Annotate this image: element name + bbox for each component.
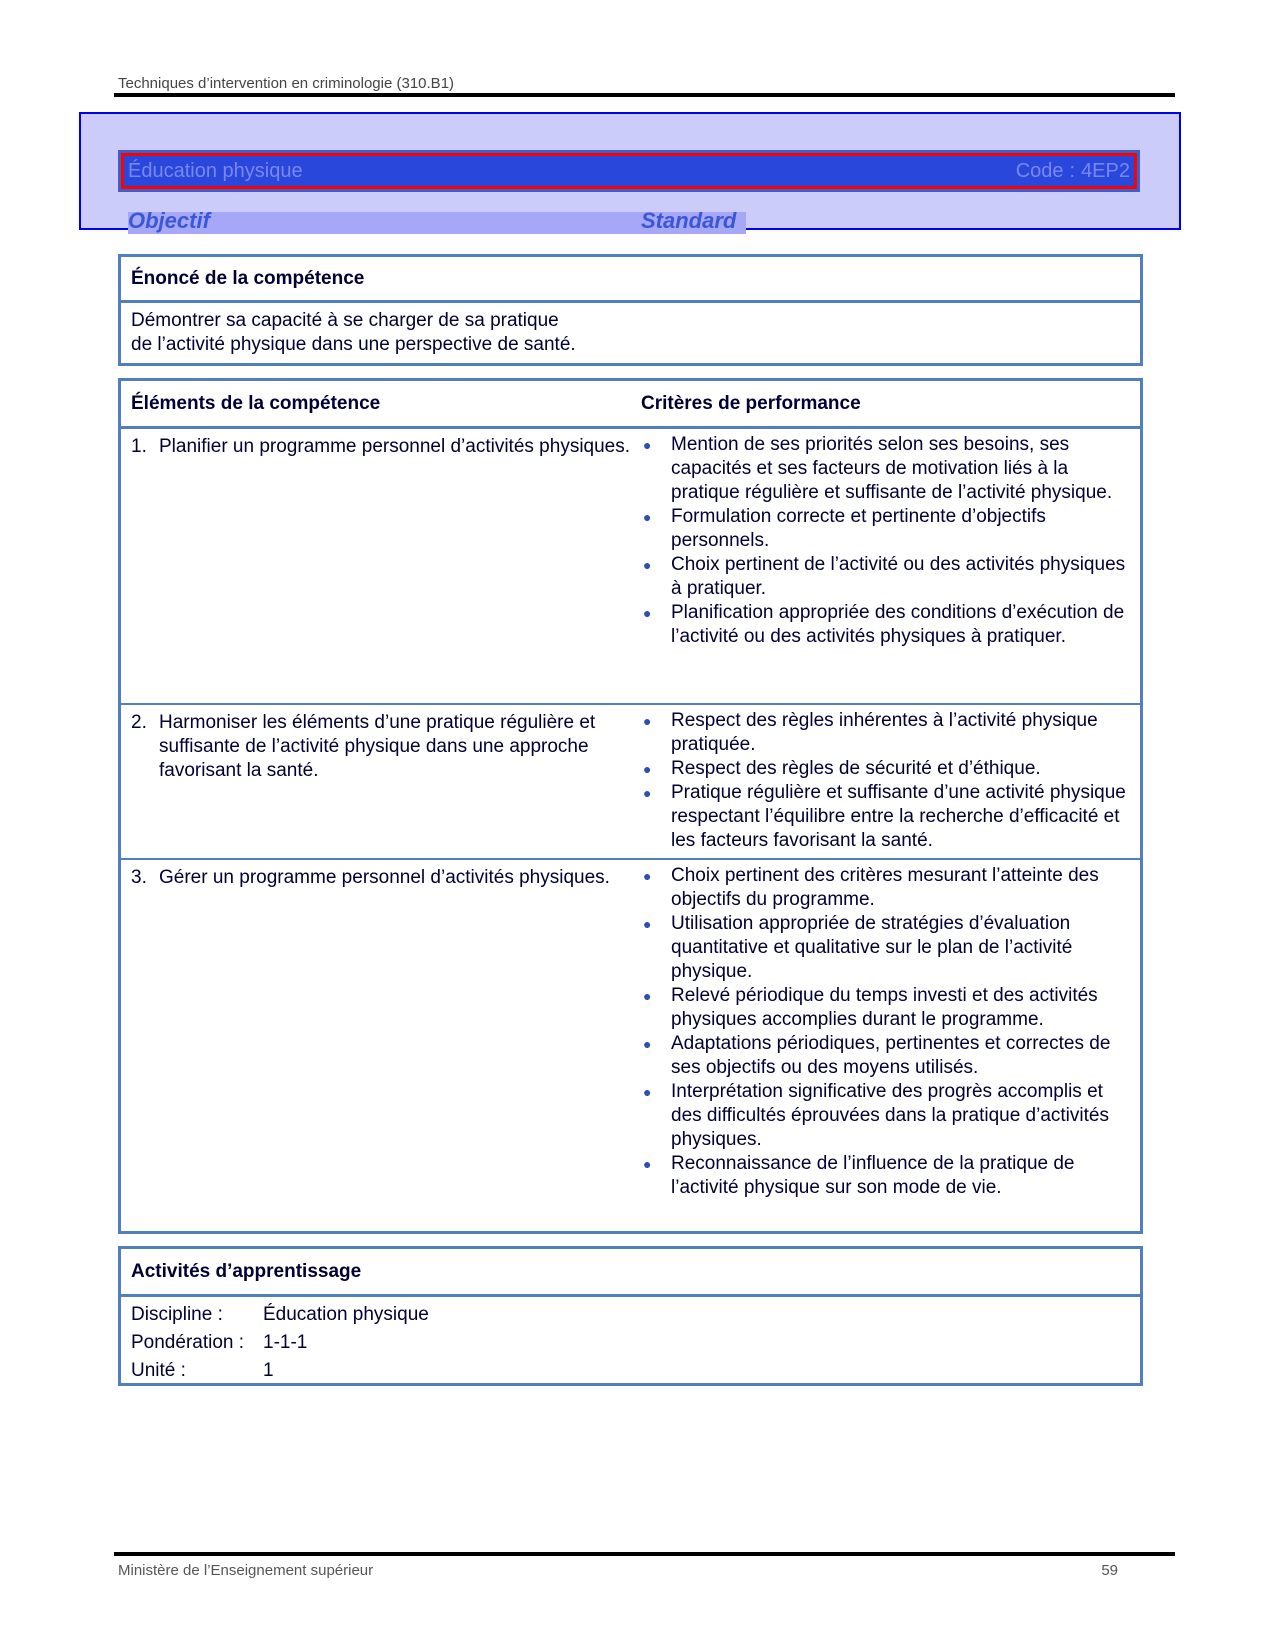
criterion-item: ● Relevé périodique du temps investi et des activités physiques accomplies durant le programme. (643, 985, 1098, 1030)
criterion-item: ● Formulation correcte et pertinente d’objectifs personnels. (643, 506, 1046, 551)
header-rule (114, 93, 1175, 97)
bullet-icon: ● (643, 988, 652, 1004)
bullet-icon: ● (643, 868, 652, 884)
discipline-value: Éducation physique (263, 1304, 429, 1325)
element-number: 3. (131, 867, 147, 888)
criterion-item: ● Planification appropriée des conditions d’exécution de l’activité ou des activités physiques à pratiquer. (643, 602, 1125, 647)
bullet-icon: ● (643, 557, 652, 573)
footer-rule (114, 1552, 1175, 1556)
code-label: Code (1015, 159, 1064, 182)
element-row (121, 860, 1140, 1232)
criterion-item: ● Pratique régulière et suffisante d’une activité physique respectant l’équilibre entre la recherche d’efficacité et les facteurs favorisant la santé. (643, 782, 1126, 851)
unite-row (131, 1357, 1130, 1385)
enonce-section (118, 254, 1143, 366)
discipline-row (131, 1301, 1130, 1329)
element-text: Gérer un programme personnel d’activités physiques. (159, 867, 610, 888)
bullet-icon: ● (643, 437, 652, 453)
element-number: 2. (131, 712, 147, 733)
criterion-item: ● Reconnaissance de l’influence de la pratique de l’activité physique sur son mode de vie. (643, 1153, 1075, 1198)
bullet-icon: ● (643, 785, 652, 801)
elements-heading: Éléments de la compétence (131, 392, 381, 414)
criterion-item: ● Respect des règles inhérentes à l’activité physique pratiquée. (643, 710, 1098, 755)
bullet-icon: ● (643, 1084, 652, 1100)
criterion-item: ● Choix pertinent de l’activité ou des activités physiques à pratiquer. (643, 554, 1126, 599)
enonce-line: Démontrer sa capacité à se charger de sa pratique (131, 310, 559, 331)
unite-value: 1 (263, 1360, 274, 1381)
bullet-icon: ● (643, 761, 652, 777)
ponderation-label: Pondération : (131, 1332, 245, 1353)
unite-label: Unité : (131, 1360, 186, 1381)
enonce-heading: Énoncé de la compétence (121, 257, 1140, 303)
objectif-label: Objectif (128, 208, 210, 233)
criterion-item: ● Choix pertinent des critères mesurant l’atteinte des objectifs du programme. (643, 865, 1099, 910)
criteria-list (641, 860, 1140, 1232)
element-number: 1. (131, 436, 147, 457)
elements-section (118, 378, 1143, 1234)
code-separator: : (1069, 159, 1076, 182)
activites-section (118, 1246, 1143, 1386)
bullet-icon: ● (643, 1156, 652, 1172)
enonce-line: de l’activité physique dans une perspective de santé. (131, 334, 576, 355)
page-header-title: Techniques d’intervention en criminologie (310.B1) (118, 75, 455, 92)
criterion-item: ● Respect des règles de sécurité et d’éthique. (643, 758, 1041, 779)
bullet-icon: ● (643, 713, 652, 729)
competency-title-bar (118, 150, 1140, 192)
competency-title: Éducation physique (128, 159, 303, 182)
element-row (121, 429, 1140, 705)
criterion-item: ● Interprétation significative des progrès accomplis et des difficultés éprouvées dans la pratique d’activités physiques. (643, 1081, 1109, 1150)
competency-code (1016, 160, 1130, 183)
ponderation-value: 1-1-1 (263, 1332, 308, 1353)
code-value: 4EP2 (1081, 159, 1130, 182)
element-text: Harmoniser les éléments d’une pratique régulière et suffisante de l’activité physique dans une approche favorisant la santé. (159, 712, 596, 781)
bullet-icon: ● (643, 916, 652, 932)
criterion-item: ● Utilisation appropriée de stratégies d’évaluation quantitative et qualitative sur le plan de l’activité physique. (643, 913, 1073, 982)
criteria-list (641, 429, 1140, 703)
criteria-heading: Critères de performance (641, 392, 861, 414)
bullet-icon: ● (643, 605, 652, 621)
criteria-list (641, 705, 1140, 858)
element-row (121, 705, 1140, 860)
element-text: Planifier un programme personnel d’activités physiques. (159, 436, 631, 457)
ponderation-row (131, 1329, 1130, 1357)
bullet-icon: ● (643, 1036, 652, 1052)
footer-ministry: Ministère de l’Enseignement supérieur (118, 1562, 374, 1579)
page-footer (118, 1562, 1118, 1579)
standard-label: Standard (641, 208, 737, 233)
bullet-icon: ● (643, 509, 652, 525)
page-number: 59 (1101, 1562, 1118, 1579)
discipline-label: Discipline : (131, 1304, 223, 1325)
activites-heading: Activités d’apprentissage (121, 1249, 1140, 1297)
criterion-item: ● Adaptations périodiques, pertinentes et correctes de ses objectifs ou des moyens utilisés. (643, 1033, 1111, 1078)
criterion-item: ● Mention de ses priorités selon ses besoins, ses capacités et ses facteurs de motivation liés à la pratique régulière et suffisante de l’activité physique. (643, 434, 1113, 503)
